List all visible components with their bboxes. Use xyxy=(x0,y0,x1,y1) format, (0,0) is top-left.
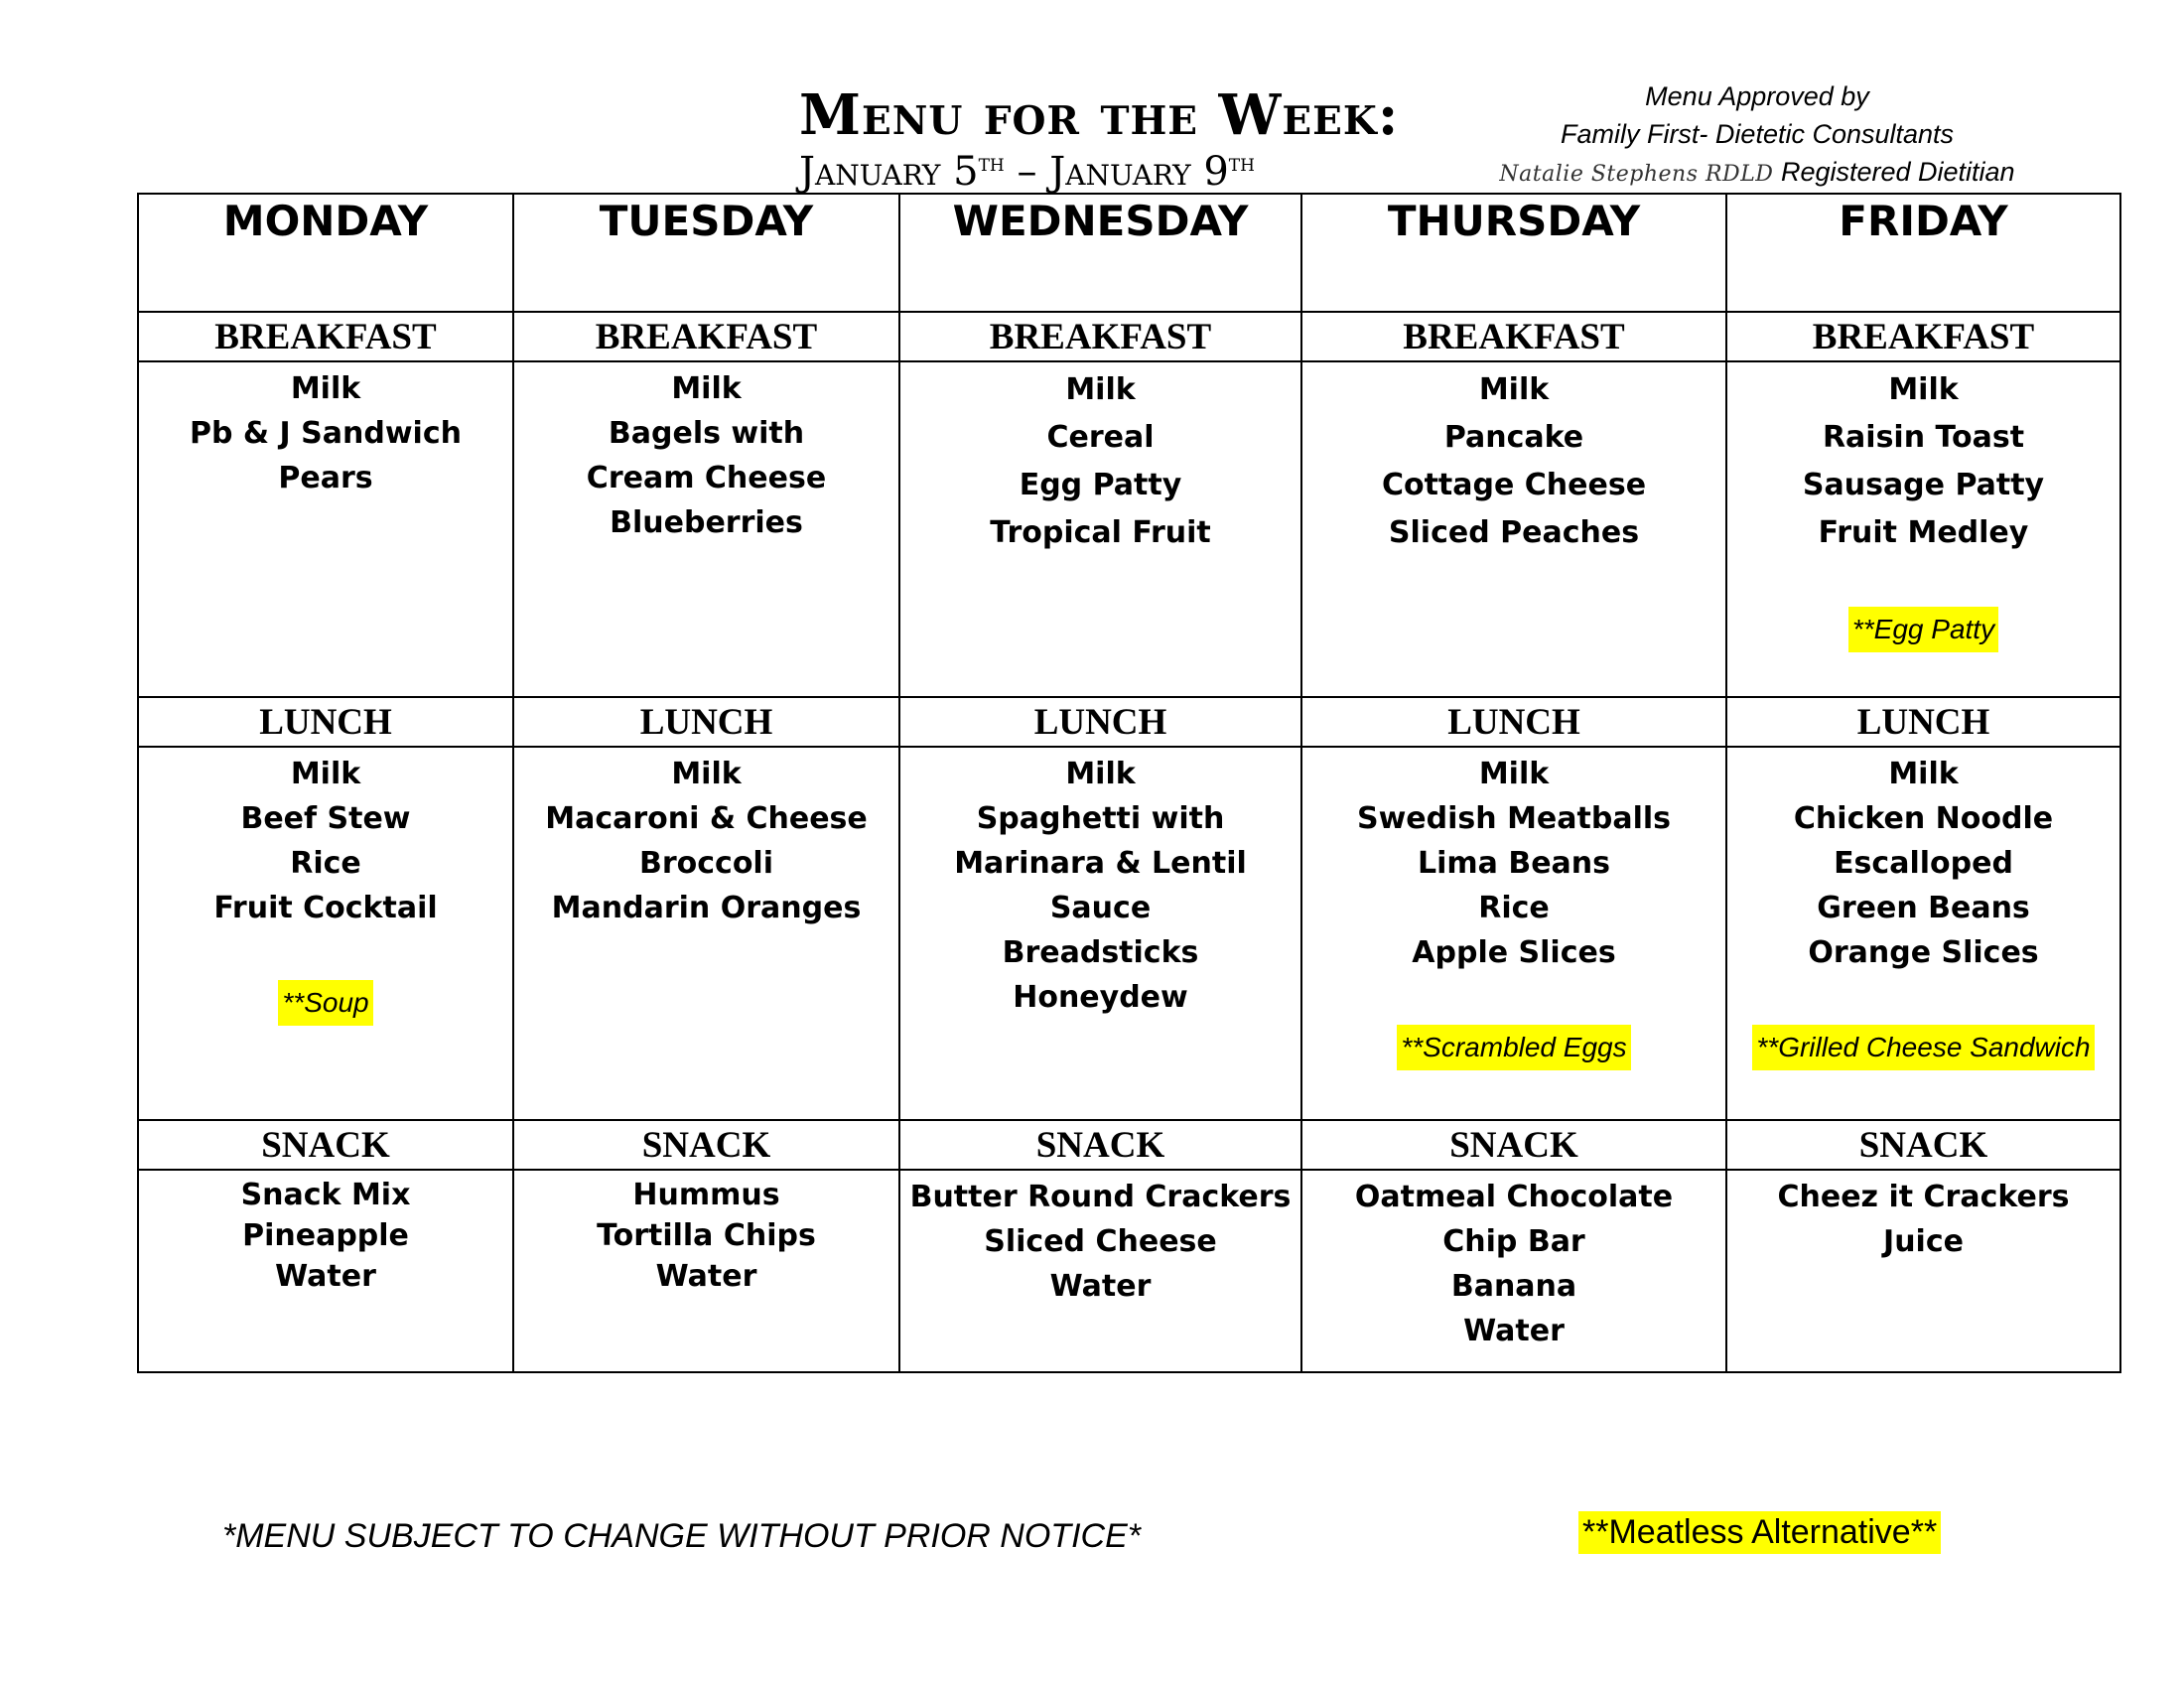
meal-label-lunch: LUNCH xyxy=(1726,697,2120,747)
approval-block xyxy=(1479,77,2035,194)
item-list xyxy=(1302,1171,1725,1353)
meal-label-breakfast: BREAKFAST xyxy=(513,312,899,361)
menu-item: Butter Round Crackers xyxy=(909,1180,1292,1214)
day-header-wednesday: WEDNESDAY xyxy=(899,194,1301,312)
menu-item: Lima Beans xyxy=(1417,846,1611,881)
breakfast-header-row xyxy=(138,312,2120,361)
snack-cell-monday xyxy=(138,1170,513,1372)
lunch-cell-friday xyxy=(1726,747,2120,1120)
menu-item: Pineapple xyxy=(242,1218,409,1253)
snack-row xyxy=(138,1170,2120,1372)
meatless-alternative xyxy=(139,930,512,1026)
menu-item: Broccoli xyxy=(638,846,773,881)
menu-item: Water xyxy=(655,1259,757,1294)
menu-item: Juice xyxy=(1883,1224,1964,1259)
menu-item: Milk xyxy=(1478,757,1550,791)
item-list xyxy=(514,1171,898,1297)
day-header-thursday: THURSDAY xyxy=(1301,194,1726,312)
meatless-alternative xyxy=(1727,975,2119,1070)
menu-item: Milk xyxy=(290,371,361,406)
menu-item: Marinara & Lentil xyxy=(954,846,1247,881)
date-start: January 5 xyxy=(799,149,979,195)
menu-item: Bagels with xyxy=(608,416,805,451)
item-list xyxy=(139,1171,512,1297)
item-list xyxy=(900,748,1300,1020)
breakfast-cell-tuesday xyxy=(513,361,899,697)
meal-label-breakfast: BREAKFAST xyxy=(1726,312,2120,361)
menu-item: Sliced Cheese xyxy=(984,1224,1217,1259)
meatless-alternative xyxy=(1302,975,1725,1070)
lunch-cell-wednesday xyxy=(899,747,1301,1120)
snack-cell-thursday xyxy=(1301,1170,1726,1372)
menu-item: Chip Bar xyxy=(1442,1224,1585,1259)
meatless-alternative-label: **Scrambled Eggs xyxy=(1397,1025,1630,1070)
item-list xyxy=(900,1171,1300,1309)
menu-item: Egg Patty xyxy=(1019,468,1182,502)
date-start-suffix: th xyxy=(978,149,1005,177)
menu-item: Banana xyxy=(1450,1269,1577,1304)
menu-item: Pears xyxy=(278,461,373,495)
menu-item: Milk xyxy=(290,757,361,791)
breakfast-cell-wednesday xyxy=(899,361,1301,697)
day-header-tuesday: TUESDAY xyxy=(513,194,899,312)
day-header-row xyxy=(138,194,2120,312)
menu-item: Milk xyxy=(1478,372,1550,407)
menu-item: Apple Slices xyxy=(1412,935,1616,970)
menu-item: Rice xyxy=(290,846,361,881)
approval-line-1: Menu Approved by xyxy=(1645,81,1869,111)
meal-label-snack: SNACK xyxy=(899,1120,1301,1170)
item-list xyxy=(1727,748,2119,1070)
menu-item: Mandarin Oranges xyxy=(551,891,862,925)
day-header-monday: MONDAY xyxy=(138,194,513,312)
menu-item: Snack Mix xyxy=(240,1178,411,1212)
snack-header-row xyxy=(138,1120,2120,1170)
date-end: January 9 xyxy=(1049,149,1229,195)
menu-item: Breadsticks xyxy=(1002,935,1199,970)
menu-item: Tortilla Chips xyxy=(597,1218,816,1253)
breakfast-cell-thursday xyxy=(1301,361,1726,697)
menu-item: Tropical Fruit xyxy=(990,515,1211,550)
weekly-menu-table xyxy=(137,193,2121,1373)
menu-item: Rice xyxy=(1478,891,1550,925)
lunch-header-row xyxy=(138,697,2120,747)
dietitian-role: Registered Dietitian xyxy=(1773,157,2015,187)
menu-item: Sausage Patty xyxy=(1802,468,2045,502)
approval-line-2: Family First- Dietetic Consultants xyxy=(1560,119,1955,149)
menu-item: Blueberries xyxy=(610,505,803,540)
meal-label-snack: SNACK xyxy=(1301,1120,1726,1170)
menu-item: Cream Cheese xyxy=(586,461,827,495)
menu-item: Swedish Meatballs xyxy=(1356,801,1671,836)
menu-item: Macaroni & Cheese xyxy=(545,801,868,836)
item-list xyxy=(1727,362,2119,653)
meatless-alternative xyxy=(1727,557,2119,653)
menu-item: Water xyxy=(1049,1269,1152,1304)
menu-item: Cereal xyxy=(1046,420,1155,455)
meal-label-breakfast: BREAKFAST xyxy=(899,312,1301,361)
menu-item: Water xyxy=(275,1259,376,1294)
item-list xyxy=(139,362,512,500)
menu-item: Water xyxy=(1463,1314,1565,1348)
date-range xyxy=(799,149,1255,195)
date-separator: – xyxy=(1004,149,1050,195)
lunch-row xyxy=(138,747,2120,1120)
meal-label-breakfast: BREAKFAST xyxy=(138,312,513,361)
snack-cell-tuesday xyxy=(513,1170,899,1372)
approval-line-3 xyxy=(1479,153,2035,194)
meatless-alternative-label: **Egg Patty xyxy=(1848,607,1998,652)
dietitian-signature: Natalie Stephens RDLD xyxy=(1499,162,1774,187)
meal-label-snack: SNACK xyxy=(513,1120,899,1170)
snack-cell-wednesday xyxy=(899,1170,1301,1372)
meal-label-snack: SNACK xyxy=(1726,1120,2120,1170)
page-title: Menu for the Week: xyxy=(799,82,1400,148)
meal-label-snack: SNACK xyxy=(138,1120,513,1170)
item-list xyxy=(1727,1171,2119,1264)
menu-item: Milk xyxy=(1065,372,1136,407)
menu-item: Escalloped xyxy=(1834,846,2013,881)
meal-label-lunch: LUNCH xyxy=(513,697,899,747)
menu-item: Honeydew xyxy=(1013,980,1188,1015)
item-list xyxy=(514,748,898,930)
menu-item: Green Beans xyxy=(1817,891,2030,925)
meatless-alternative-label: **Grilled Cheese Sandwich xyxy=(1752,1025,2094,1070)
menu-item: Orange Slices xyxy=(1808,935,2039,970)
item-list xyxy=(139,748,512,1026)
menu-item: Beef Stew xyxy=(240,801,411,836)
item-list xyxy=(1302,362,1725,557)
meatless-alternative-label: **Soup xyxy=(278,980,372,1026)
menu-item: Milk xyxy=(1888,757,1959,791)
menu-item: Pb & J Sandwich xyxy=(190,416,462,451)
menu-item: Hummus xyxy=(632,1178,780,1212)
breakfast-cell-monday xyxy=(138,361,513,697)
breakfast-cell-friday xyxy=(1726,361,2120,697)
menu-item: Milk xyxy=(671,371,742,406)
menu-item: Chicken Noodle xyxy=(1793,801,2054,836)
menu-item: Raisin Toast xyxy=(1822,420,2025,455)
meal-label-lunch: LUNCH xyxy=(1301,697,1726,747)
menu-item: Milk xyxy=(1888,372,1959,407)
breakfast-row xyxy=(138,361,2120,697)
meatless-legend: **Meatless Alternative** xyxy=(1578,1511,1941,1554)
meal-label-breakfast: BREAKFAST xyxy=(1301,312,1726,361)
menu-item: Oatmeal Chocolate xyxy=(1354,1180,1674,1214)
change-notice: *MENU SUBJECT TO CHANGE WITHOUT PRIOR NOTICE* xyxy=(222,1517,1141,1555)
menu-item: Cheez it Crackers xyxy=(1777,1180,2070,1214)
meal-label-lunch: LUNCH xyxy=(138,697,513,747)
day-header-friday: FRIDAY xyxy=(1726,194,2120,312)
snack-cell-friday xyxy=(1726,1170,2120,1372)
lunch-cell-monday xyxy=(138,747,513,1120)
menu-item: Milk xyxy=(1065,757,1136,791)
menu-item: Pancake xyxy=(1443,420,1584,455)
menu-item: Sliced Peaches xyxy=(1388,515,1640,550)
item-list xyxy=(1302,748,1725,1070)
meal-label-lunch: LUNCH xyxy=(899,697,1301,747)
lunch-cell-tuesday xyxy=(513,747,899,1120)
item-list xyxy=(900,362,1300,557)
menu-item: Fruit Cocktail xyxy=(213,891,438,925)
lunch-cell-thursday xyxy=(1301,747,1726,1120)
menu-item: Milk xyxy=(671,757,742,791)
menu-item: Spaghetti with xyxy=(976,801,1225,836)
date-end-suffix: th xyxy=(1228,149,1255,177)
item-list xyxy=(514,362,898,545)
menu-item: Sauce xyxy=(1049,891,1152,925)
menu-item: Cottage Cheese xyxy=(1381,468,1647,502)
menu-item: Fruit Medley xyxy=(1818,515,2029,550)
